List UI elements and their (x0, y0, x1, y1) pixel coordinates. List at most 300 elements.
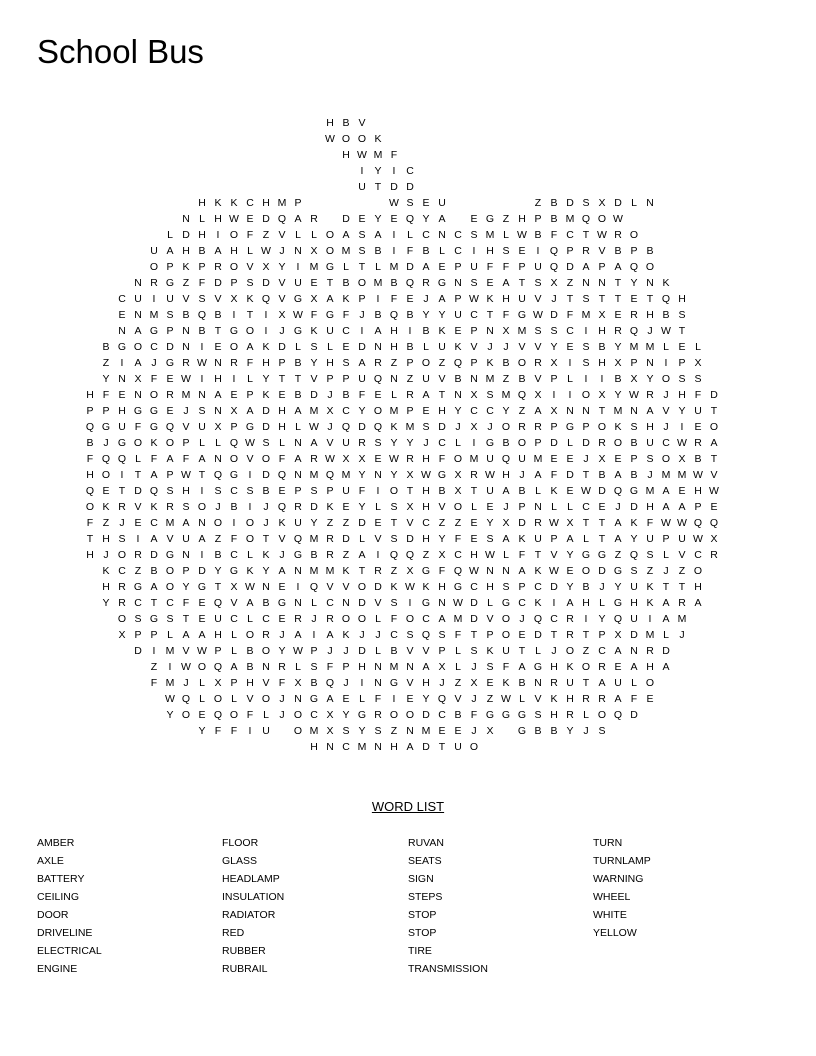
grid-cell[interactable]: S (374, 437, 382, 449)
grid-cell[interactable]: T (182, 613, 190, 625)
grid-cell[interactable]: N (470, 373, 478, 385)
grid-cell[interactable]: A (422, 389, 430, 401)
grid-cell[interactable]: L (407, 229, 413, 241)
grid-cell[interactable]: C (582, 501, 590, 513)
grid-cell[interactable]: N (646, 197, 654, 209)
grid-cell[interactable]: L (311, 597, 317, 609)
grid-cell[interactable]: T (374, 181, 382, 193)
grid-cell[interactable]: W (229, 213, 239, 225)
grid-cell[interactable]: O (357, 133, 367, 145)
grid-cell[interactable]: D (662, 645, 670, 657)
grid-cell[interactable]: B (198, 325, 206, 337)
grid-cell[interactable]: D (342, 213, 350, 225)
grid-cell[interactable]: O (405, 613, 415, 625)
grid-cell[interactable]: P (694, 501, 702, 513)
grid-cell[interactable]: L (247, 245, 253, 257)
grid-cell[interactable]: C (598, 645, 606, 657)
grid-cell[interactable]: F (390, 149, 398, 161)
grid-cell[interactable]: L (295, 341, 301, 353)
grid-cell[interactable]: P (630, 245, 638, 257)
grid-cell[interactable]: X (502, 517, 510, 529)
grid-cell[interactable]: C (230, 485, 238, 497)
grid-cell[interactable]: H (182, 485, 190, 497)
grid-cell[interactable]: C (470, 405, 478, 417)
grid-cell[interactable]: H (358, 661, 366, 673)
grid-cell[interactable]: A (294, 405, 302, 417)
grid-cell[interactable]: E (566, 341, 574, 353)
grid-cell[interactable]: Q (341, 421, 351, 433)
grid-cell[interactable]: C (566, 325, 574, 337)
grid-cell[interactable]: O (133, 437, 143, 449)
grid-cell[interactable]: Q (389, 309, 399, 321)
grid-cell[interactable]: I (360, 677, 364, 689)
grid-cell[interactable]: G (165, 277, 175, 289)
grid-cell[interactable]: D (358, 517, 366, 529)
grid-cell[interactable]: K (390, 581, 398, 593)
grid-cell[interactable]: D (150, 549, 158, 561)
grid-cell[interactable]: T (598, 293, 606, 305)
grid-cell[interactable]: S (406, 197, 414, 209)
grid-cell[interactable]: I (232, 517, 236, 529)
grid-cell[interactable]: F (246, 709, 254, 721)
grid-cell[interactable]: J (279, 549, 285, 561)
grid-cell[interactable]: G (501, 597, 511, 609)
grid-cell[interactable]: O (229, 453, 239, 465)
grid-cell[interactable]: O (357, 581, 367, 593)
grid-cell[interactable]: X (598, 197, 606, 209)
grid-cell[interactable]: R (566, 629, 574, 641)
grid-cell[interactable]: B (550, 725, 558, 737)
grid-cell[interactable]: R (566, 613, 574, 625)
grid-cell[interactable]: F (150, 677, 158, 689)
grid-cell[interactable]: Q (437, 693, 447, 705)
grid-cell[interactable]: A (374, 229, 382, 241)
grid-cell[interactable]: I (472, 245, 476, 257)
grid-cell[interactable]: C (518, 597, 526, 609)
grid-cell[interactable]: U (454, 309, 462, 321)
grid-cell[interactable]: H (182, 245, 190, 257)
grid-cell[interactable]: Q (613, 485, 623, 497)
grid-cell[interactable]: E (694, 421, 702, 433)
grid-cell[interactable]: M (421, 725, 431, 737)
grid-cell[interactable]: Y (374, 213, 382, 225)
grid-cell[interactable]: M (309, 469, 319, 481)
grid-cell[interactable]: J (647, 469, 653, 481)
grid-cell[interactable]: L (583, 709, 589, 721)
grid-cell[interactable]: O (421, 357, 431, 369)
grid-cell[interactable]: S (486, 389, 494, 401)
grid-cell[interactable]: J (455, 421, 461, 433)
grid-cell[interactable]: S (214, 485, 222, 497)
grid-cell[interactable]: S (358, 245, 366, 257)
grid-cell[interactable]: K (422, 581, 430, 593)
grid-cell[interactable]: T (646, 293, 654, 305)
grid-cell[interactable]: D (630, 629, 638, 641)
grid-cell[interactable]: Y (166, 709, 174, 721)
grid-cell[interactable]: K (550, 485, 558, 497)
grid-cell[interactable]: D (406, 181, 414, 193)
grid-cell[interactable]: G (501, 709, 511, 721)
grid-cell[interactable]: T (246, 309, 254, 321)
grid-cell[interactable]: A (646, 405, 654, 417)
grid-cell[interactable]: M (373, 277, 383, 289)
grid-cell[interactable]: N (134, 309, 142, 321)
grid-cell[interactable]: T (614, 277, 622, 289)
grid-cell[interactable]: A (598, 677, 606, 689)
grid-cell[interactable]: R (614, 325, 622, 337)
grid-cell[interactable]: S (470, 277, 478, 289)
grid-cell[interactable]: J (519, 469, 525, 481)
grid-cell[interactable]: N (598, 277, 606, 289)
grid-cell[interactable]: F (550, 229, 558, 241)
grid-cell[interactable]: E (230, 389, 238, 401)
grid-cell[interactable]: E (198, 709, 206, 721)
grid-cell[interactable]: U (438, 341, 446, 353)
grid-cell[interactable]: G (117, 437, 127, 449)
grid-cell[interactable]: C (230, 613, 238, 625)
grid-cell[interactable]: N (486, 565, 494, 577)
grid-cell[interactable]: R (310, 213, 318, 225)
grid-cell[interactable]: B (518, 485, 526, 497)
grid-cell[interactable]: A (214, 389, 222, 401)
grid-cell[interactable]: T (678, 325, 686, 337)
grid-cell[interactable]: K (182, 261, 190, 273)
grid-cell[interactable]: D (598, 565, 606, 577)
grid-cell[interactable]: H (326, 357, 334, 369)
grid-cell[interactable]: Q (629, 261, 639, 273)
grid-cell[interactable]: L (663, 341, 669, 353)
grid-cell[interactable]: W (677, 517, 687, 529)
grid-cell[interactable]: A (566, 533, 574, 545)
grid-cell[interactable]: A (166, 245, 174, 257)
grid-cell[interactable]: O (117, 549, 127, 561)
grid-cell[interactable]: E (614, 661, 622, 673)
grid-cell[interactable]: L (567, 501, 573, 513)
grid-cell[interactable]: T (582, 629, 590, 641)
grid-cell[interactable]: I (200, 341, 204, 353)
grid-cell[interactable]: D (166, 341, 174, 353)
grid-cell[interactable]: Q (693, 517, 703, 529)
grid-cell[interactable]: T (534, 549, 542, 561)
grid-cell[interactable]: X (470, 389, 478, 401)
grid-cell[interactable]: F (470, 709, 478, 721)
grid-cell[interactable]: T (438, 389, 446, 401)
grid-cell[interactable]: J (215, 501, 221, 513)
grid-cell[interactable]: C (390, 629, 398, 641)
grid-cell[interactable]: J (327, 645, 333, 657)
grid-cell[interactable]: V (534, 373, 542, 385)
grid-cell[interactable]: Y (614, 389, 622, 401)
grid-cell[interactable]: U (678, 533, 686, 545)
grid-cell[interactable]: E (550, 453, 558, 465)
grid-cell[interactable]: Z (102, 517, 110, 529)
grid-cell[interactable]: B (518, 677, 526, 689)
grid-cell[interactable]: V (534, 341, 542, 353)
grid-cell[interactable]: A (294, 213, 302, 225)
grid-cell[interactable]: H (470, 549, 478, 561)
grid-cell[interactable]: B (262, 597, 270, 609)
grid-cell[interactable]: W (533, 309, 543, 321)
grid-cell[interactable]: J (103, 549, 109, 561)
grid-cell[interactable]: J (311, 613, 317, 625)
grid-cell[interactable]: G (117, 341, 127, 353)
grid-cell[interactable]: C (342, 741, 350, 753)
grid-cell[interactable]: F (342, 309, 350, 321)
grid-cell[interactable]: Q (197, 309, 207, 321)
grid-cell[interactable]: D (374, 581, 382, 593)
grid-cell[interactable]: W (517, 229, 527, 241)
grid-cell[interactable]: T (390, 517, 398, 529)
grid-cell[interactable]: Z (502, 373, 510, 385)
grid-cell[interactable]: L (583, 533, 589, 545)
grid-cell[interactable]: T (662, 581, 670, 593)
grid-cell[interactable]: S (486, 533, 494, 545)
grid-cell[interactable]: B (614, 245, 622, 257)
grid-cell[interactable]: Q (213, 709, 223, 721)
grid-cell[interactable]: Q (277, 213, 287, 225)
grid-cell[interactable]: Q (309, 581, 319, 593)
grid-cell[interactable]: Z (214, 533, 222, 545)
grid-cell[interactable]: I (552, 389, 556, 401)
grid-cell[interactable]: E (406, 693, 414, 705)
grid-cell[interactable]: R (614, 229, 622, 241)
grid-cell[interactable]: G (197, 581, 207, 593)
grid-cell[interactable]: G (293, 293, 303, 305)
grid-cell[interactable]: W (549, 517, 559, 529)
grid-cell[interactable]: P (326, 485, 334, 497)
grid-cell[interactable]: Y (262, 565, 270, 577)
grid-cell[interactable]: Y (102, 597, 110, 609)
grid-cell[interactable]: T (438, 741, 446, 753)
grid-cell[interactable]: H (694, 581, 702, 593)
grid-cell[interactable]: M (677, 613, 687, 625)
grid-cell[interactable]: C (310, 709, 318, 721)
grid-cell[interactable]: K (262, 389, 270, 401)
grid-cell[interactable]: X (710, 533, 718, 545)
grid-cell[interactable]: L (231, 629, 237, 641)
grid-cell[interactable]: P (134, 629, 142, 641)
grid-cell[interactable]: D (342, 533, 350, 545)
grid-cell[interactable]: W (677, 437, 687, 449)
grid-cell[interactable]: H (214, 629, 222, 641)
grid-cell[interactable]: Q (629, 549, 639, 561)
grid-cell[interactable]: H (342, 149, 350, 161)
grid-cell[interactable]: P (454, 261, 462, 273)
grid-cell[interactable]: E (566, 453, 574, 465)
grid-cell[interactable]: P (294, 485, 302, 497)
grid-cell[interactable]: X (406, 501, 414, 513)
grid-cell[interactable]: E (454, 725, 462, 737)
grid-cell[interactable]: X (118, 629, 126, 641)
grid-cell[interactable]: O (453, 501, 463, 513)
grid-cell[interactable]: X (678, 453, 686, 465)
grid-cell[interactable]: E (166, 405, 174, 417)
grid-cell[interactable]: J (487, 341, 493, 353)
grid-cell[interactable]: B (246, 645, 254, 657)
grid-cell[interactable]: Y (342, 709, 350, 721)
grid-cell[interactable]: L (295, 661, 301, 673)
grid-cell[interactable]: B (262, 485, 270, 497)
grid-cell[interactable]: H (678, 389, 686, 401)
grid-cell[interactable]: W (709, 485, 719, 497)
grid-cell[interactable]: I (248, 725, 252, 737)
grid-cell[interactable]: B (294, 389, 302, 401)
grid-cell[interactable]: V (598, 245, 606, 257)
grid-cell[interactable]: A (326, 629, 334, 641)
grid-cell[interactable]: W (453, 597, 463, 609)
grid-cell[interactable]: D (358, 421, 366, 433)
grid-cell[interactable]: N (630, 645, 638, 657)
grid-cell[interactable]: R (566, 709, 574, 721)
grid-cell[interactable]: B (246, 661, 254, 673)
grid-cell[interactable]: G (277, 597, 287, 609)
grid-cell[interactable]: B (310, 549, 318, 561)
grid-cell[interactable]: Q (453, 565, 463, 577)
grid-cell[interactable]: S (262, 437, 270, 449)
grid-cell[interactable]: P (630, 357, 638, 369)
grid-cell[interactable]: J (471, 725, 477, 737)
grid-cell[interactable]: L (535, 485, 541, 497)
grid-cell[interactable]: L (439, 245, 445, 257)
grid-cell[interactable]: M (181, 389, 191, 401)
grid-cell[interactable]: T (326, 277, 334, 289)
grid-cell[interactable]: X (566, 517, 574, 529)
grid-cell[interactable]: R (422, 277, 430, 289)
grid-cell[interactable]: I (376, 549, 380, 561)
grid-cell[interactable]: Y (214, 565, 222, 577)
grid-cell[interactable]: I (392, 693, 396, 705)
grid-cell[interactable]: N (182, 213, 190, 225)
grid-cell[interactable]: L (631, 677, 637, 689)
grid-cell[interactable]: N (294, 245, 302, 257)
grid-cell[interactable]: C (150, 341, 158, 353)
grid-cell[interactable]: Z (390, 725, 398, 737)
grid-cell[interactable]: W (693, 533, 703, 545)
grid-cell[interactable]: H (86, 389, 94, 401)
grid-cell[interactable]: E (342, 693, 350, 705)
grid-cell[interactable]: T (582, 677, 590, 689)
grid-cell[interactable]: P (198, 261, 206, 273)
grid-cell[interactable]: E (566, 485, 574, 497)
grid-cell[interactable]: H (422, 485, 430, 497)
grid-cell[interactable]: B (422, 325, 430, 337)
grid-cell[interactable]: T (614, 293, 622, 305)
grid-cell[interactable]: N (214, 357, 222, 369)
grid-cell[interactable]: I (360, 165, 364, 177)
grid-cell[interactable]: J (663, 389, 669, 401)
grid-cell[interactable]: T (358, 261, 366, 273)
grid-cell[interactable]: Y (358, 501, 366, 513)
grid-cell[interactable]: G (613, 565, 623, 577)
grid-cell[interactable]: C (342, 325, 350, 337)
grid-cell[interactable]: X (454, 469, 462, 481)
grid-cell[interactable]: D (406, 261, 414, 273)
grid-cell[interactable]: A (182, 629, 190, 641)
grid-cell[interactable]: O (325, 245, 335, 257)
grid-cell[interactable]: N (534, 677, 542, 689)
grid-cell[interactable]: Y (630, 533, 638, 545)
grid-cell[interactable]: O (389, 709, 399, 721)
grid-cell[interactable]: D (582, 437, 590, 449)
grid-cell[interactable]: Y (438, 309, 446, 321)
grid-cell[interactable]: N (566, 405, 574, 417)
grid-cell[interactable]: N (182, 325, 190, 337)
grid-cell[interactable]: H (438, 581, 446, 593)
grid-cell[interactable]: L (327, 341, 333, 353)
grid-cell[interactable]: D (518, 517, 526, 529)
grid-cell[interactable]: C (166, 597, 174, 609)
grid-cell[interactable]: J (279, 245, 285, 257)
grid-cell[interactable]: S (358, 229, 366, 241)
grid-cell[interactable]: Q (293, 533, 303, 545)
grid-cell[interactable]: X (230, 581, 238, 593)
grid-cell[interactable]: K (550, 693, 558, 705)
grid-cell[interactable]: H (246, 677, 254, 689)
grid-cell[interactable]: P (550, 421, 558, 433)
grid-cell[interactable]: J (615, 501, 621, 513)
grid-cell[interactable]: P (102, 405, 110, 417)
grid-cell[interactable]: A (246, 341, 254, 353)
grid-cell[interactable]: I (472, 437, 476, 449)
grid-cell[interactable]: R (118, 501, 126, 513)
grid-cell[interactable]: Y (646, 373, 654, 385)
grid-cell[interactable]: P (550, 373, 558, 385)
grid-cell[interactable]: M (389, 661, 399, 673)
grid-cell[interactable]: S (134, 613, 142, 625)
grid-cell[interactable]: K (646, 597, 654, 609)
grid-cell[interactable]: M (629, 341, 639, 353)
grid-cell[interactable]: E (518, 629, 526, 641)
grid-cell[interactable]: U (646, 437, 654, 449)
grid-cell[interactable]: W (197, 357, 207, 369)
grid-cell[interactable]: K (566, 661, 574, 673)
grid-cell[interactable]: W (325, 453, 335, 465)
grid-cell[interactable]: G (101, 421, 111, 433)
grid-cell[interactable]: Q (213, 469, 223, 481)
grid-cell[interactable]: W (325, 133, 335, 145)
grid-cell[interactable]: S (534, 709, 542, 721)
grid-cell[interactable]: Q (325, 677, 335, 689)
grid-cell[interactable]: H (262, 357, 270, 369)
grid-cell[interactable]: G (453, 581, 463, 593)
grid-cell[interactable]: P (582, 421, 590, 433)
grid-cell[interactable]: Q (581, 213, 591, 225)
grid-cell[interactable]: X (134, 373, 142, 385)
grid-cell[interactable]: E (486, 501, 494, 513)
grid-cell[interactable]: D (598, 485, 606, 497)
grid-cell[interactable]: N (262, 581, 270, 593)
grid-cell[interactable]: J (471, 661, 477, 673)
grid-cell[interactable]: Y (390, 469, 398, 481)
grid-cell[interactable]: F (310, 309, 318, 321)
grid-cell[interactable]: Y (438, 533, 446, 545)
grid-cell[interactable]: A (662, 485, 670, 497)
grid-cell[interactable]: M (341, 245, 351, 257)
grid-cell[interactable]: O (165, 437, 175, 449)
grid-cell[interactable]: E (246, 213, 254, 225)
grid-cell[interactable]: Q (709, 517, 719, 529)
grid-cell[interactable]: G (485, 213, 495, 225)
grid-cell[interactable]: R (118, 581, 126, 593)
grid-cell[interactable]: V (246, 693, 254, 705)
grid-cell[interactable]: U (326, 325, 334, 337)
grid-cell[interactable]: S (438, 629, 446, 641)
grid-cell[interactable]: D (630, 501, 638, 513)
grid-cell[interactable]: P (182, 437, 190, 449)
grid-cell[interactable]: K (486, 645, 494, 657)
grid-cell[interactable]: E (470, 533, 478, 545)
grid-cell[interactable]: H (86, 549, 94, 561)
